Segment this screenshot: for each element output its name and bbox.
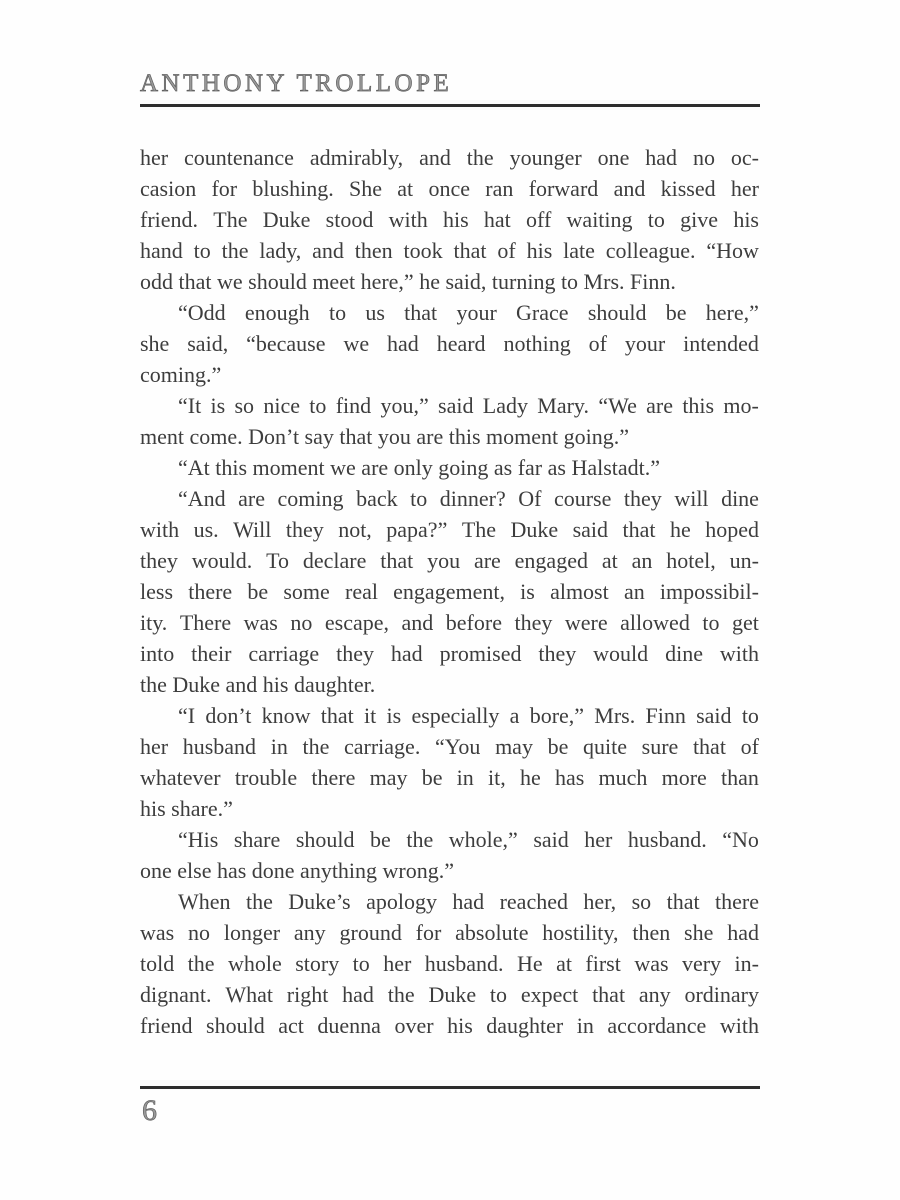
text-line: “His share should be the whole,” said her husband. “No <box>178 827 759 852</box>
text-line: ment come. Don’t say that you are this moment going.” <box>140 424 629 449</box>
text-line: the Duke and his daughter. <box>140 672 376 697</box>
header-rule <box>140 104 760 107</box>
running-header-author: ANTHONY TROLLOPE <box>140 70 453 97</box>
text-line: with us. Will they not, papa?” The Duke said that he hoped <box>140 517 759 542</box>
footer-rule <box>140 1086 760 1089</box>
text-line: “It is so nice to find you,” said Lady Mary. “We are this mo- <box>178 393 759 418</box>
text-line: told the whole story to her husband. He at first was very in- <box>140 951 759 976</box>
page-number: 6 <box>142 1094 157 1127</box>
text-line: “At this moment we are only going as far as Halstadt.” <box>178 455 661 480</box>
text-line: When the Duke’s apology had reached her, so that there <box>178 889 759 914</box>
text-line: dignant. What right had the Duke to expect that any ordinary <box>140 982 759 1007</box>
text-line: friend. The Duke stood with his hat off waiting to give his <box>140 207 759 232</box>
text-line: coming.” <box>140 362 222 387</box>
text-line: whatever trouble there may be in it, he has much more than <box>140 765 759 790</box>
text-line: less there be some real engagement, is almost an impossibil- <box>140 579 759 604</box>
text-line: casion for blushing. She at once ran forward and kissed her <box>140 176 759 201</box>
text-line: her countenance admirably, and the younger one had no oc- <box>140 145 759 170</box>
text-line: into their carriage they had promised they would dine with <box>140 641 759 666</box>
text-line: one else has done anything wrong.” <box>140 858 455 883</box>
text-line: ity. There was no escape, and before they were allowed to get <box>140 610 759 635</box>
text-line: “I don’t know that it is especially a bore,” Mrs. Finn said to <box>178 703 759 728</box>
text-line: they would. To declare that you are engaged at an hotel, un- <box>140 548 759 573</box>
text-line: was no longer any ground for absolute hostility, then she had <box>140 920 759 945</box>
text-line: hand to the lady, and then took that of his late colleague. “How <box>140 238 759 263</box>
text-line: “And are coming back to dinner? Of course they will dine <box>178 486 759 511</box>
text-line: friend should act duenna over his daughter in accordance with <box>140 1013 759 1038</box>
body-text <box>140 142 759 1041</box>
text-line: her husband in the carriage. “You may be quite sure that of <box>140 734 759 759</box>
text-line: his share.” <box>140 796 233 821</box>
text-line: she said, “because we had heard nothing of your intended <box>140 331 759 356</box>
text-line: “Odd enough to us that your Grace should be here,” <box>178 300 759 325</box>
text-line: odd that we should meet here,” he said, turning to Mrs. Finn. <box>140 269 676 294</box>
